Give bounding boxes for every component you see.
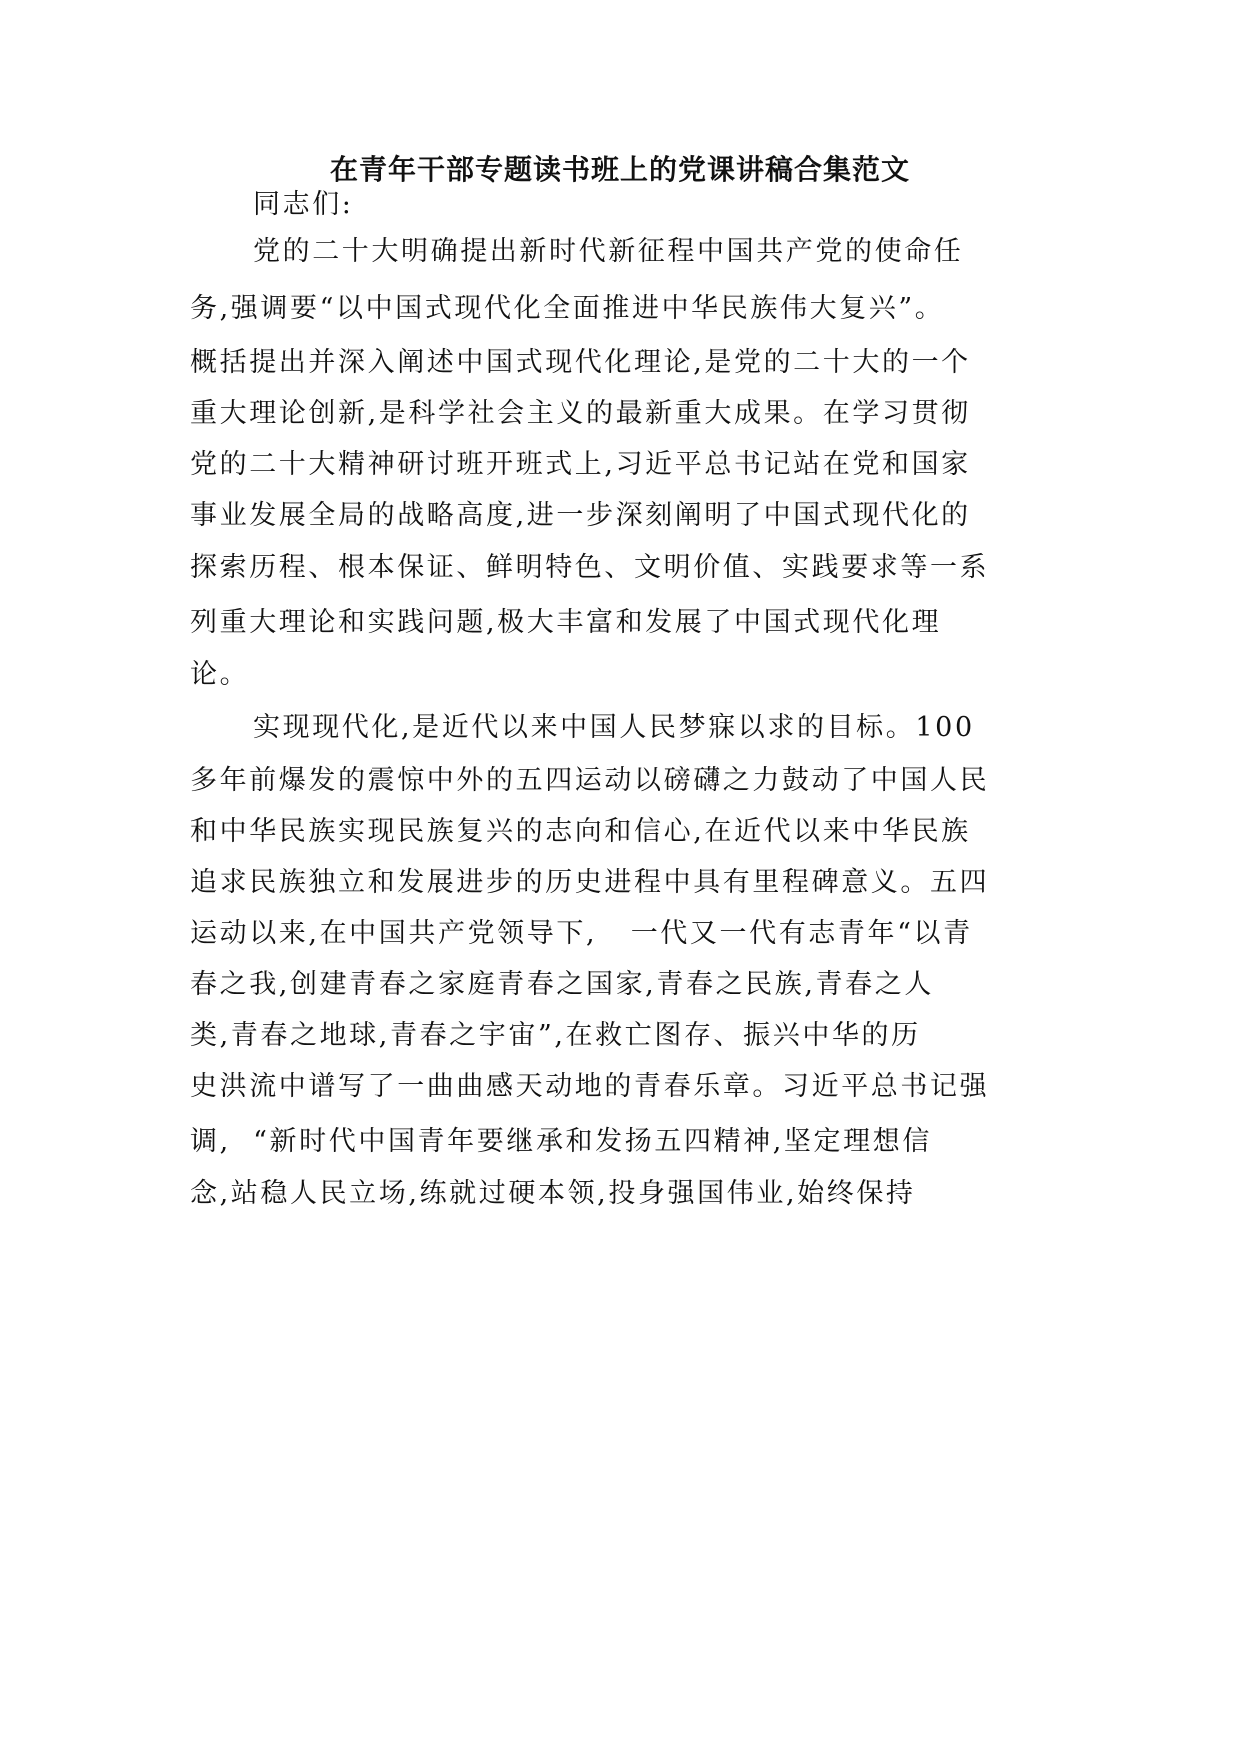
paragraph-line: 多年前爆发的震惊中外的五四运动以磅礴之力鼓动了中国人民	[190, 765, 990, 796]
salutation-line: 同志们:	[253, 189, 354, 220]
paragraph-line: 运动以来,在中国共产党领导下, 一代又一代有志青年“以青	[190, 918, 973, 949]
paragraph-line: 追求民族独立和发展进步的历史进程中具有里程碑意义。五四	[190, 867, 990, 898]
paragraph-line: 实现现代化,是近代以来中国人民梦寐以求的目标。100	[253, 712, 975, 743]
paragraph-line: 调, “新时代中国青年要继承和发扬五四精神,坚定理想信	[190, 1126, 932, 1157]
paragraph-line: 党的二十大明确提出新时代新征程中国共产党的使命任	[253, 236, 964, 267]
paragraph-line: 和中华民族实现民族复兴的志向和信心,在近代以来中华民族	[190, 816, 971, 847]
paragraph-line: 念,站稳人民立场,练就过硬本领,投身强国伟业,始终保持	[190, 1178, 916, 1209]
paragraph-line: 务,强调要“以中国式现代化全面推进中华民族伟大复兴”。	[190, 293, 945, 324]
paragraph-line: 事业发展全局的战略高度,进一步深刻阐明了中国式现代化的	[190, 500, 971, 531]
paragraph-line: 类,青春之地球,青春之宇宙”,在救亡图存、振兴中华的历	[190, 1020, 921, 1051]
paragraph-line: 春之我,创建青春之家庭青春之国家,青春之民族,青春之人	[190, 969, 934, 1000]
paragraph-line: 探索历程、根本保证、鲜明特色、文明价值、实践要求等一系	[190, 552, 990, 583]
document-title: 在青年干部专题读书班上的党课讲稿合集范文	[329, 153, 910, 186]
paragraph-line: 概括提出并深入阐述中国式现代化理论,是党的二十大的一个	[190, 347, 971, 378]
paragraph-line: 党的二十大精神研讨班开班式上,习近平总书记站在党和国家	[190, 449, 971, 480]
paragraph-line: 重大理论创新,是科学社会主义的最新重大成果。在学习贯彻	[190, 398, 971, 429]
paragraph-line: 论。	[190, 659, 250, 690]
paragraph-line: 列重大理论和实践问题,极大丰富和发展了中国式现代化理	[190, 607, 942, 638]
paragraph-line: 史洪流中谱写了一曲曲感天动地的青春乐章。习近平总书记强	[190, 1071, 990, 1102]
